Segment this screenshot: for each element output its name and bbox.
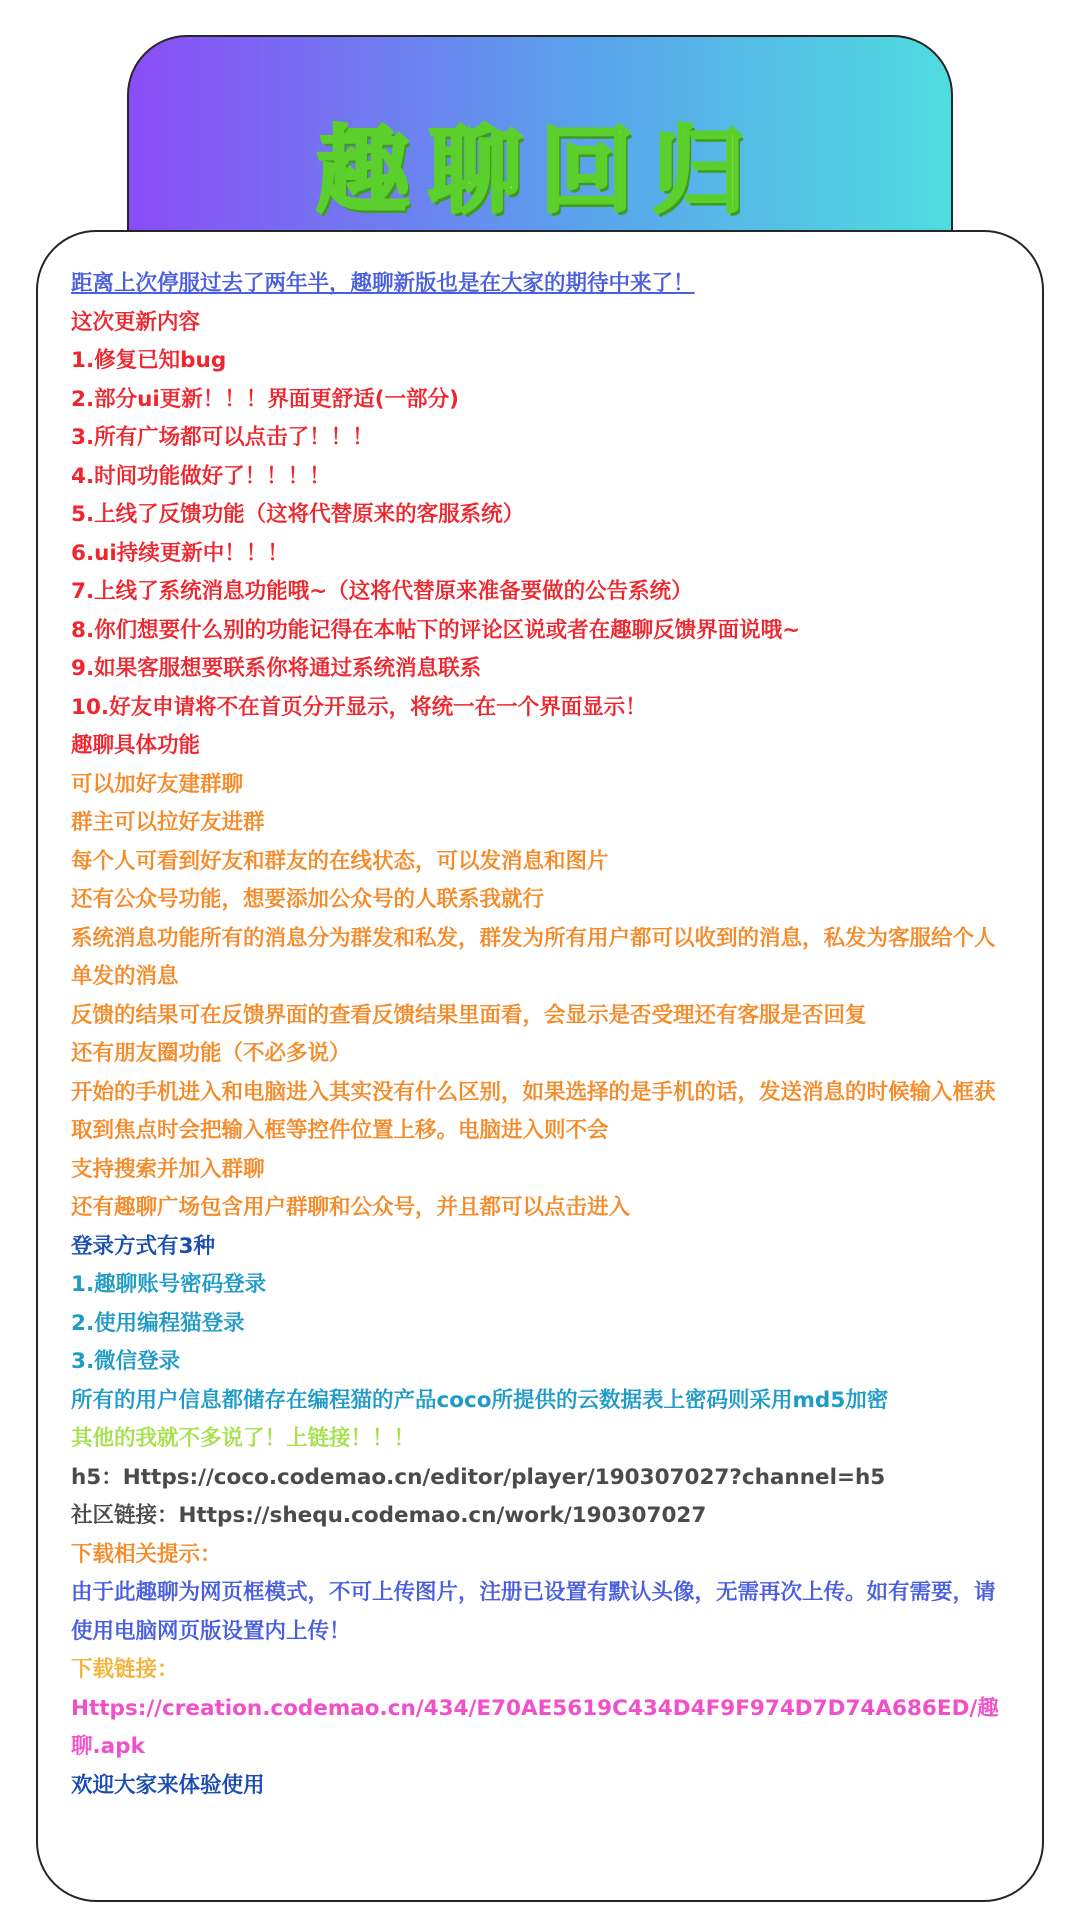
announcement-line: Https://creation.codemao.cn/434/E70AE5619C434D4F9F974D7D74A686ED/趣聊.apk [71,1695,999,1759]
announcement-line: 2.使用编程猫登录 [71,1310,245,1336]
announcement-line: 群主可以拉好友进群 [71,810,265,835]
announcement-line: 8.你们想要什么别的功能记得在本帖下的评论区说或者在趣聊反馈界面说哦~ [71,617,801,643]
announcement-line: 每个人可看到好友和群友的在线状态，可以发消息和图片 [71,848,609,874]
announcement-line: 1.修复已知bug [71,348,227,373]
announcement-line: 3.微信登录 [71,1349,181,1374]
announcement-line: 支持搜索并加入群聊 [71,1156,265,1182]
announcement-line: 3.所有广场都可以点击了！！！ [71,425,374,450]
announcement-line: 6.ui持续更新中！！！ [71,540,289,566]
announcement-line: 9.如果客服想要联系你将通过系统消息联系 [71,656,482,681]
announcement-line: 社区链接：Https://shequ.codemao.cn/work/190307027 [71,1503,707,1528]
announcement-line: 这次更新内容 [71,309,201,335]
announcement-line: 可以加好友建群聊 [71,771,244,797]
announcement-line: 其他的我就不多说了！上链接！！！ [71,1426,416,1451]
announcement-line: 下载链接： [71,1657,179,1682]
announcement-line: 7.上线了系统消息功能哦~（这将代替原来准备要做的公告系统） [71,579,693,604]
announcement-body [71,265,1011,1805]
announcement-line: 还有朋友圈功能（不必多说） [71,1041,351,1066]
announcement-line: 5.上线了反馈功能（这将代替原来的客服系统） [71,502,525,527]
announcement-line: 下载相关提示： [71,1541,222,1567]
announcement-line: 10.好友申请将不在首页分开显示，将统一在一个界面显示！ [71,694,647,720]
announcement-line: 由于此趣聊为网页框模式，不可上传图片，注册已设置有默认头像，无需再次上传。如有需要，请使用电脑网页版设置内上传！ [71,1580,996,1644]
announcement-line: 反馈的结果可在反馈界面的查看反馈结果里面看，会显示是否受理还有客服是否回复 [71,1002,867,1028]
announcement-line: 趣聊具体功能 [71,733,201,758]
announcement-line: 4.时间功能做好了！！！！ [71,463,331,489]
announcement-line: 开始的手机进入和电脑进入其实没有什么区别，如果选择的是手机的话，发送消息的时候输入框获取到焦点时会把输入框等控件位置上移。电脑进入则不会 [71,1079,996,1143]
announcement-line: 系统消息功能所有的消息分为群发和私发，群发为所有用户都可以收到的消息，私发为客服给个人单发的消息 [71,925,996,989]
announcement-line: 所有的用户信息都储存在编程猫的产品coco所提供的云数据表上密码则采用md5加密 [71,1387,889,1413]
announcement-line: 2.部分ui更新！！！界面更舒适(一部分) [71,386,459,412]
page-title: 趣聊回归 [315,117,764,226]
announcement-line: 距离上次停服过去了两年半，趣聊新版也是在大家的期待中来了！ [71,271,695,296]
announcement-line: h5：Https://coco.codemao.cn/editor/player/190307027?channel=h5 [71,1464,886,1490]
announcement-line: 登录方式有3种 [71,1233,215,1259]
announcement-line: 1.趣聊账号密码登录 [71,1272,267,1297]
announcement-line: 欢迎大家来体验使用 [71,1772,265,1798]
announcement-line: 还有趣聊广场包含用户群聊和公众号，并且都可以点击进入 [71,1195,631,1220]
announcement-line: 还有公众号功能，想要添加公众号的人联系我就行 [71,887,545,912]
header-banner [127,35,953,250]
content-card [36,230,1044,1902]
